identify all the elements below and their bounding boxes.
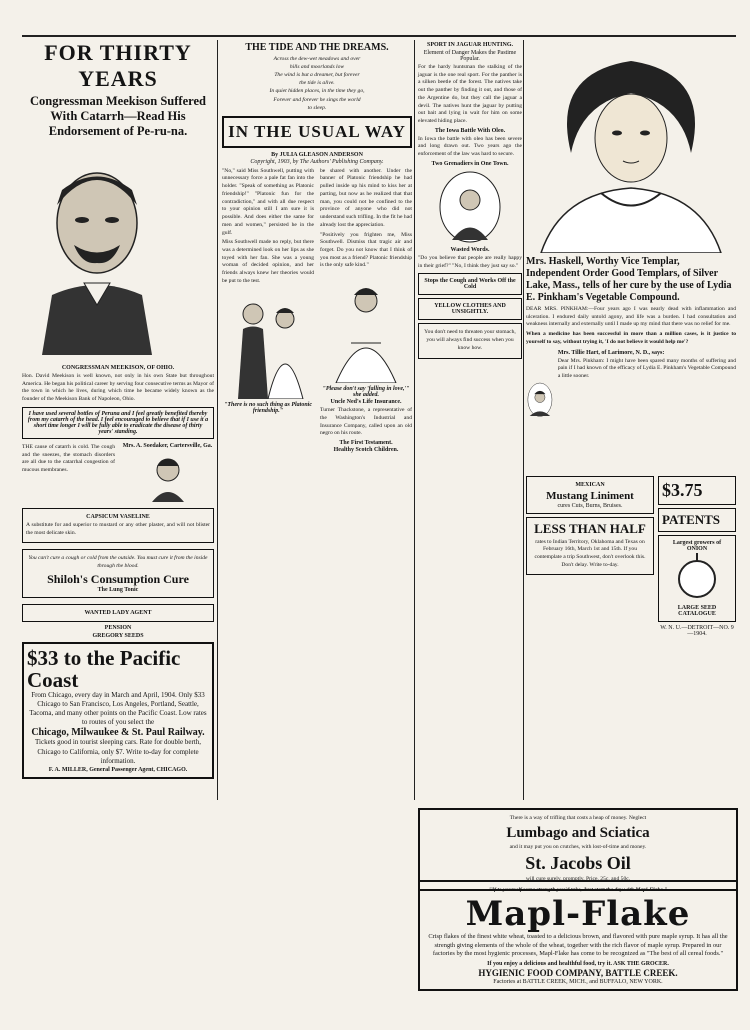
illustration-mrs-hart [526, 349, 554, 469]
column-pinkham [526, 40, 736, 638]
onion-seed: LARGE SEED CATALOGUE [677, 604, 717, 617]
mexican-title: MEXICAN [575, 481, 605, 488]
poem-line: Forever and forever he sings the world [273, 96, 361, 103]
column-story [222, 40, 412, 454]
jacobs-mid: and it may put you on crutches, with lost-of-time and money. [509, 843, 647, 850]
pension-title: PENSION [104, 624, 132, 631]
poem-title: THE TIDE AND THE DREAMS. [245, 42, 389, 53]
story-body-right-cont: "Positively you frighten me, Miss Southwell. Dismiss that tragic air and forget. Do you not know that I think of you most as a friend? Platonic friendship is the only safe kind." [320, 231, 412, 269]
pills-ad [418, 323, 522, 358]
vaseline-ad [22, 508, 214, 543]
jacobs-title: Lumbago and Sciatica [506, 824, 650, 841]
patents-title: PATENTS [662, 511, 721, 527]
story-right [320, 166, 412, 454]
grain-title: YELLOW CLOTHES AND UNSIGHTLY. [434, 303, 506, 316]
story-left [222, 166, 314, 454]
illustration-portrait-oval [427, 170, 513, 244]
vaseline-text: A substitute for and superior to mustard or any other plaster, and will not blister the most delicate skin. [26, 521, 210, 536]
mapi-grocer: If you enjoy a delicious and healthful food, try it. ASK THE GROCER. [487, 961, 669, 968]
mapi-flake-ad [418, 880, 738, 991]
jacobs-foot: will cure surely, promptly. Price, 25c. and 50c. [525, 876, 631, 883]
less-half-title: LESS THAN HALF [534, 520, 646, 536]
column-rule [414, 40, 415, 800]
poem-line: to sleep. [307, 104, 327, 111]
headline-thirty-years: FOR THIRTY YEARS [44, 40, 192, 91]
iowa-text: In Iowa the battle with oleo has been severe and long drawn out. Two years ago the enforcement of the law was hard to secure. [418, 135, 522, 158]
meekison-quote: I have used several bottles of Peruna and I feel greatly benefited thereby from my catarrh of the head. I feel encouraged to believe that if I use it a short time longer I will be fully able to eradicate the disease of thirty years' standing. [22, 407, 214, 439]
mapi-tag: "If to yourself some strength you'd take, Just start the day with Mapl-Flake." [488, 887, 668, 893]
column-rule [217, 40, 218, 800]
poem-line: Across the dew-wet meadows and over [273, 56, 361, 62]
iowa-title: The Iowa Battle With Oleo. [434, 127, 506, 134]
pacific-ad [22, 642, 214, 779]
lady-agent-ad [22, 604, 214, 622]
first-testament-title: The First Testament. [339, 439, 393, 446]
hart-name: Mrs. Tillie Hart, of Larimore, N. D., says: [557, 349, 665, 356]
cough-ad [418, 273, 522, 295]
column-news [418, 40, 522, 362]
column-peruna [22, 40, 214, 782]
hart-text: Dear Mrs. Pinkham: I might have been spared many months of suffering and pain if I had known of the efficacy of Lydia E. Pinkham's Vegetable Compound a little sooner. [557, 357, 736, 380]
catarrh-columns [22, 442, 214, 505]
poem-body [222, 55, 412, 112]
shiloh-title: Shiloh's Consumption Cure [47, 571, 189, 586]
subhead-meekison: Congressman Meekison Suffered With Catarrh—Read His Endorsement of Pe-ru-na. [30, 94, 206, 138]
price-375: $3.75 [662, 479, 703, 500]
poem-line: The wind is but a dreamer, but forever [274, 72, 360, 79]
onion-icon [672, 553, 722, 599]
story-body-left: "No," said Miss Southwell, putting with unnecessary force a pale fat fan into the holder. "Speak of something as Platonic friendship!" "Platonic fun for the contradiction," and with all due respect to your opinion still I am sure it is possible. And does either the same for men and women," persisted he in the gulf. [222, 167, 314, 236]
vaseline-title: CAPSICUM VASELINE [86, 513, 150, 520]
portrait-meekison [22, 145, 172, 355]
wnu-imprint: W. N. U.—DETROIT—NO. 9—1904. [660, 624, 734, 637]
cough-caption: Stops the Cough and Works Off the Cold [424, 278, 516, 291]
poem-line: the tide is alive. [299, 80, 335, 87]
mustang-ad [526, 476, 654, 514]
illustration-mrs-haskell [531, 43, 731, 253]
story-byline: By JULIA GLEASON ANDERSON [271, 151, 363, 158]
mapi-company: HYGIENIC FOOD COMPANY, BATTLE CREEK. [478, 968, 678, 979]
hart-text-block [558, 349, 736, 469]
hart-row [526, 349, 736, 469]
story-copyright: Copyright, 1903, by The Authors' Publishing Company. [250, 158, 384, 165]
poem-line: In quiet hidden places, in the time they go, [269, 88, 365, 95]
header-rule [22, 35, 736, 37]
jacobs-brand: St. Jacobs Oil [525, 853, 631, 874]
patents-ad [658, 508, 736, 532]
sport-body: For the hardy huntsman the stalking of the jaguar is the one real sport. For the panther is a silken beetle of the forest. The natives take out the panther by finding it out, and those of the Argentine do, but they call the jaguar a devil. The natives hunt the jaguar by putting out bait and lying in wait for him on some elevated hiding place. [418, 64, 522, 125]
lady-agent-title: WANTED LADY AGENT [84, 609, 152, 616]
peruna-intro-text: Hon. David Meekison is well known, not only in his own State but throughout America. He began his political career by serving four consecutive terms as Mayor of the town in which he lives, during which time he became widely known as the founder of the Meekison Bank of Napoleon, Ohio. [22, 373, 214, 403]
mapi-brand: Mapl-Flake [465, 893, 691, 934]
pacific-title: $33 to the Pacific Coast [27, 645, 181, 692]
price-ad [658, 476, 736, 505]
pinkham-body: DEAR MRS. PINKHAM:—Four years ago I was nearly dead with inflammation and ulceration. I endured daily untold agony, and life was a burden. I had consultation and weakness internally and externally until I made up my mind that there was no relief for me. [526, 306, 736, 328]
jacobs-lead: There is a way of trifling that costs a heap of money. Neglect [509, 815, 647, 821]
illustration-couple [223, 289, 313, 399]
passenger-agent: F. A. MILLER, General Passenger Agent, CHICAGO. [48, 766, 188, 773]
wasted-words-text: "Do you believe that people are really happy in their grief?" "No, I think they just say so." [418, 254, 522, 269]
poem-line: hills and moorlands low [289, 64, 345, 71]
onion-ad [658, 535, 736, 622]
story-body-left-cont: Miss Southwell made no reply, but there was a determined look on her lips as she toyed with her fan. She was a young woman of decided opinion, and her friends always knew her theories would be put to the test. [222, 239, 314, 284]
pacific-text: From Chicago, every day in March and April, 1904. Only $33 Chicago to San Francisco, Los Angeles, Portland, Seattle, Tacoma, and many other points on the Pacific Coast. Low rates to routes of you select the [29, 691, 207, 727]
shiloh-row [22, 546, 214, 601]
shiloh-ad [22, 549, 214, 598]
jacobs-box [418, 808, 738, 891]
illus-caption-2: "Please don't say 'falling in love,'" she added. [322, 386, 410, 399]
testimonial-name: Mrs. A. Soedaker, Cartersville, Ga. [122, 442, 213, 449]
ads-right [658, 473, 736, 638]
cough-text: You can't cure a cough or cold from the outside. You must cure it from the inside through the blood. [28, 555, 208, 570]
pinkham-headline: Mrs. Haskell, Worthy Vice Templar, Independent Order Good Templars, of Silver Lake, Mass., tells of her cure by the use of Lydia E. Pinkham's Vegetable Compound. [526, 256, 732, 303]
pills-text: You don't need to threaten your stomach, you will always find success when you know how. [424, 329, 516, 351]
ads-left [526, 473, 654, 638]
less-half-text: rates to Indian Territory, Oklahoma and Texas on February 16th, March 1st and 15th. If you contemplate a trip Southwest, don't overlook this. Don't delay. Write to-day. [534, 538, 646, 568]
woman-portrait-icon [148, 452, 188, 502]
ads-row [526, 473, 736, 638]
story-columns [222, 166, 412, 454]
wasted-words-title: Wasted Words. [450, 246, 490, 253]
story-body-right: be shared with another. Under the banner of Platonic friendship he had pulled inside up his mind to kiss her at parting, but now as he realized that that man, you could not be confined to the province of anyone who did not understand such trifling. In the fit he had already lost the appreciation. [320, 167, 412, 228]
healthy-scotch-title: Healthy Scotch Children. [333, 446, 399, 453]
onion-title: Largest growers of ONION [672, 539, 722, 552]
uncle-ned-text: Turner Thackstone, a representative of the Washington's Industrial and Insurance Company, called upon an old negro on his route. [320, 407, 412, 437]
illustration-seated [321, 273, 411, 383]
grain-ad [418, 298, 522, 320]
railway-footer: Tickets good in tourist sleeping cars. Rate for double berth, Chicago to California, only $7. Write to-day for complete information. [35, 738, 201, 765]
mustang-title: Mustang Liniment [546, 489, 634, 502]
column-rule [523, 40, 524, 800]
mapi-text: Crisp flakes of the finest white wheat, toasted to a delicious brown, and flavored with pure maple syrup. It has all the strength giving elements of the whole of the wheat, together with the rich flavor of maple syrup. Prepared in our factories by the most hygienic processes, Mapl-Flake has come to be recognized as "The best of all cereal foods." [428, 932, 728, 958]
less-half-ad [526, 517, 654, 576]
gregory-title: GREGORY SEEDS [92, 632, 144, 639]
grenadiers-title: Two Grenadiers in One Town. [431, 160, 509, 167]
sport-subtitle: Element of Danger Makes the Pastime Popular. [423, 50, 517, 62]
pinkham-question: When a medicine has been successful in more than a million cases, is it justice to yourself to say, without trying it, 'I do not believe it would help me'? [526, 331, 736, 345]
sport-title: SPORT IN JAGUAR HUNTING. [426, 42, 514, 48]
portrait-caption: CONGRESSMAN MEEKISON, OF OHIO. [61, 365, 175, 371]
mapi-address: Factories at BATTLE CREEK, MICH., and BUFFALO, NEW YORK. [493, 979, 663, 986]
shiloh-tagline: The Lung Tonic [97, 586, 139, 593]
railway-name: Chicago, Milwaukee & St. Paul Railway. [31, 727, 205, 739]
story-title: IN THE USUAL WAY [222, 116, 412, 148]
mustang-sub: cures Cuts, Burns, Bruises. [557, 502, 623, 509]
uncle-ned-title: Uncle Ned's Life Insurance. [330, 399, 402, 406]
testimonial-block [121, 442, 214, 505]
catarrh-text: THE cause of catarrh is cold. The cough and the sneezes, the stomach disorders are all due to the catarrhal congestion of mucous membranes. [22, 443, 115, 474]
illus-caption: "There is no such thing as Platonic friendship." [223, 401, 312, 414]
